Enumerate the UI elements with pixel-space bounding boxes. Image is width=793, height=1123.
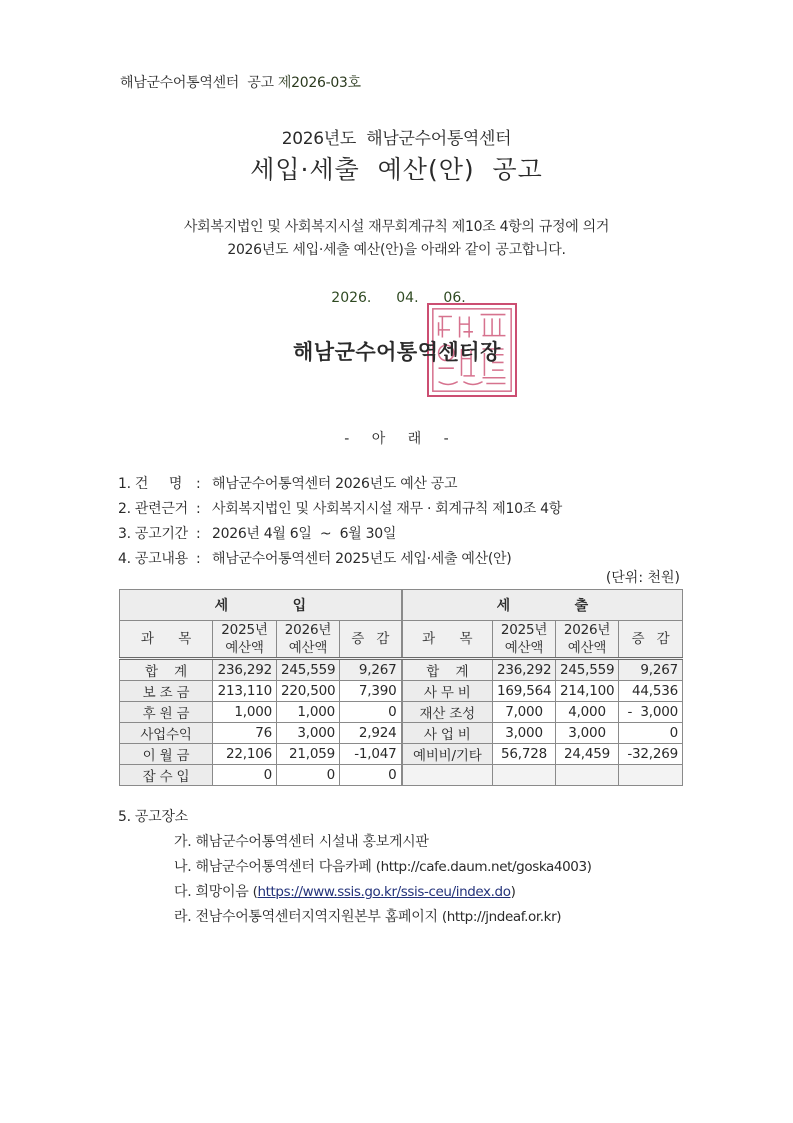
item-colon: : bbox=[196, 501, 201, 517]
expense-change: -32,269 bbox=[619, 744, 683, 765]
table-row bbox=[120, 765, 683, 786]
income-subject: 후 원 금 bbox=[120, 702, 213, 723]
income-2026: 21,059 bbox=[277, 744, 340, 765]
expense-2025: 236,292 bbox=[493, 659, 556, 681]
budget-table bbox=[119, 589, 683, 786]
item-period bbox=[118, 522, 562, 547]
item-basis bbox=[118, 497, 562, 522]
section-header-row bbox=[120, 590, 683, 621]
item-value: 2026년 4월 6일 ~ 6월 30일 bbox=[212, 526, 397, 542]
income-2026: 3,000 bbox=[277, 723, 340, 744]
col-subject: 과 목 bbox=[120, 621, 213, 659]
table-row bbox=[120, 723, 683, 744]
expense-subject: 합 계 bbox=[402, 659, 493, 681]
expense-subject: 사 업 비 bbox=[402, 723, 493, 744]
notice-prefix: 해남군수어통역센터 공고 bbox=[120, 75, 274, 91]
notice-places bbox=[118, 805, 592, 930]
expense-2025: 3,000 bbox=[493, 723, 556, 744]
column-header-row bbox=[120, 621, 683, 659]
income-2026: 0 bbox=[277, 765, 340, 786]
col-2026-budget: 2026년 예산액 bbox=[277, 621, 340, 659]
table-row bbox=[120, 744, 683, 765]
expense-subject-empty bbox=[402, 765, 493, 786]
item-value: 해남군수어통역센터 2026년도 예산 공고 bbox=[212, 476, 458, 492]
income-subject: 잡 수 입 bbox=[120, 765, 213, 786]
signer-name: 해남군수어통역센터장 bbox=[293, 340, 501, 364]
notice-number: 제2026-03호 bbox=[277, 75, 361, 91]
place-text: 가. 해남군수어통역센터 시설내 홍보게시판 bbox=[174, 834, 429, 850]
expense-2025-empty bbox=[493, 765, 556, 786]
income-2026: 245,559 bbox=[277, 659, 340, 681]
income-subject: 사업수익 bbox=[120, 723, 213, 744]
expense-subject: 예비비/기타 bbox=[402, 744, 493, 765]
income-2025: 236,292 bbox=[213, 659, 277, 681]
expense-2026: 24,459 bbox=[556, 744, 619, 765]
income-2025: 0 bbox=[213, 765, 277, 786]
lead-line-1: 사회복지법인 및 사회복지시설 재무회계규칙 제10조 4항의 규정에 의거 bbox=[183, 219, 610, 235]
income-section-title: 세 입 bbox=[120, 590, 402, 621]
document-subtitle: 2026년도 해남군수어통역센터 bbox=[281, 129, 512, 149]
table-row bbox=[120, 702, 683, 723]
expense-2026: 245,559 bbox=[556, 659, 619, 681]
col-2025-budget: 2025년 예산액 bbox=[493, 621, 556, 659]
income-2025: 76 bbox=[213, 723, 277, 744]
expense-change: 0 bbox=[619, 723, 683, 744]
item-label: 3. 공고기간 bbox=[118, 526, 188, 542]
income-change: -1,047 bbox=[340, 744, 402, 765]
income-change: 2,924 bbox=[340, 723, 402, 744]
expense-2025: 7,000 bbox=[493, 702, 556, 723]
item-content bbox=[118, 547, 562, 572]
expense-change: 9,267 bbox=[619, 659, 683, 681]
notice-date: 2026. 04. 06. bbox=[331, 290, 466, 306]
lead-line-2: 2026년도 세입·세출 예산(안)을 아래와 같이 공고합니다. bbox=[227, 242, 566, 258]
income-change: 0 bbox=[340, 765, 402, 786]
item-colon: : bbox=[196, 526, 201, 542]
place-url: (http://jndeaf.or.kr) bbox=[441, 909, 562, 925]
place-text: 나. 해남군수어통역센터 다음카페 bbox=[174, 859, 372, 875]
places-heading: 5. 공고장소 bbox=[118, 809, 188, 825]
expense-2026: 4,000 bbox=[556, 702, 619, 723]
income-2025: 22,106 bbox=[213, 744, 277, 765]
expense-2026-empty bbox=[556, 765, 619, 786]
item-label: 4. 공고내용 bbox=[118, 551, 188, 567]
expense-subject: 사 무 비 bbox=[402, 681, 493, 702]
item-value: 사회복지법인 및 사회복지시설 재무 · 회계규칙 제10조 4항 bbox=[212, 501, 562, 517]
col-2025-budget: 2025년 예산액 bbox=[213, 621, 277, 659]
place-item bbox=[174, 905, 592, 930]
income-subject: 이 월 금 bbox=[120, 744, 213, 765]
income-2025: 213,110 bbox=[213, 681, 277, 702]
table-row bbox=[120, 681, 683, 702]
expense-2025: 169,564 bbox=[493, 681, 556, 702]
places-list bbox=[118, 830, 592, 930]
place-item bbox=[174, 880, 592, 905]
expense-change-empty bbox=[619, 765, 683, 786]
place-url-wrapper: (https://www.ssis.go.kr/ssis-ceu/index.do) bbox=[252, 884, 516, 900]
unit-label: (단위: 천원) bbox=[605, 570, 680, 586]
item-label: 1. 건 명 bbox=[118, 476, 183, 492]
ssis-link[interactable]: https://www.ssis.go.kr/ssis-ceu/index.do bbox=[257, 884, 511, 900]
below-label: - 아 래 - bbox=[344, 431, 449, 447]
item-name bbox=[118, 472, 562, 497]
place-item bbox=[174, 830, 592, 855]
place-url: (http://cafe.daum.net/goska4003) bbox=[375, 859, 592, 875]
notice-number-line bbox=[120, 72, 361, 92]
item-colon: : bbox=[196, 551, 201, 567]
income-2025: 1,000 bbox=[213, 702, 277, 723]
lead-paragraph bbox=[0, 216, 793, 262]
place-text: 라. 전남수어통역센터지역지원본부 홈페이지 bbox=[174, 909, 438, 925]
income-subject: 보 조 금 bbox=[120, 681, 213, 702]
item-value: 해남군수어통역센터 2025년도 세입·세출 예산(안) bbox=[212, 551, 512, 567]
expense-change: - 3,000 bbox=[619, 702, 683, 723]
income-change: 7,390 bbox=[340, 681, 402, 702]
col-change: 증 감 bbox=[340, 621, 402, 659]
expense-2025: 56,728 bbox=[493, 744, 556, 765]
expense-section-title: 세 출 bbox=[402, 590, 683, 621]
col-2026-budget: 2026년 예산액 bbox=[556, 621, 619, 659]
expense-2026: 3,000 bbox=[556, 723, 619, 744]
place-item bbox=[174, 855, 592, 880]
table-row-total bbox=[120, 659, 683, 681]
item-label: 2. 관련근거 bbox=[118, 501, 188, 517]
expense-change: 44,536 bbox=[619, 681, 683, 702]
income-change: 0 bbox=[340, 702, 402, 723]
col-change: 증 감 bbox=[619, 621, 683, 659]
notice-items bbox=[118, 472, 562, 572]
col-subject: 과 목 bbox=[402, 621, 493, 659]
expense-2026: 214,100 bbox=[556, 681, 619, 702]
income-change: 9,267 bbox=[340, 659, 402, 681]
income-subject: 합 계 bbox=[120, 659, 213, 681]
expense-subject: 재산 조성 bbox=[402, 702, 493, 723]
income-2026: 220,500 bbox=[277, 681, 340, 702]
place-text: 다. 희망이음 bbox=[174, 884, 249, 900]
income-2026: 1,000 bbox=[277, 702, 340, 723]
item-colon: : bbox=[196, 476, 201, 492]
document-title: 세입·세출 예산(안) 공고 bbox=[250, 155, 543, 184]
